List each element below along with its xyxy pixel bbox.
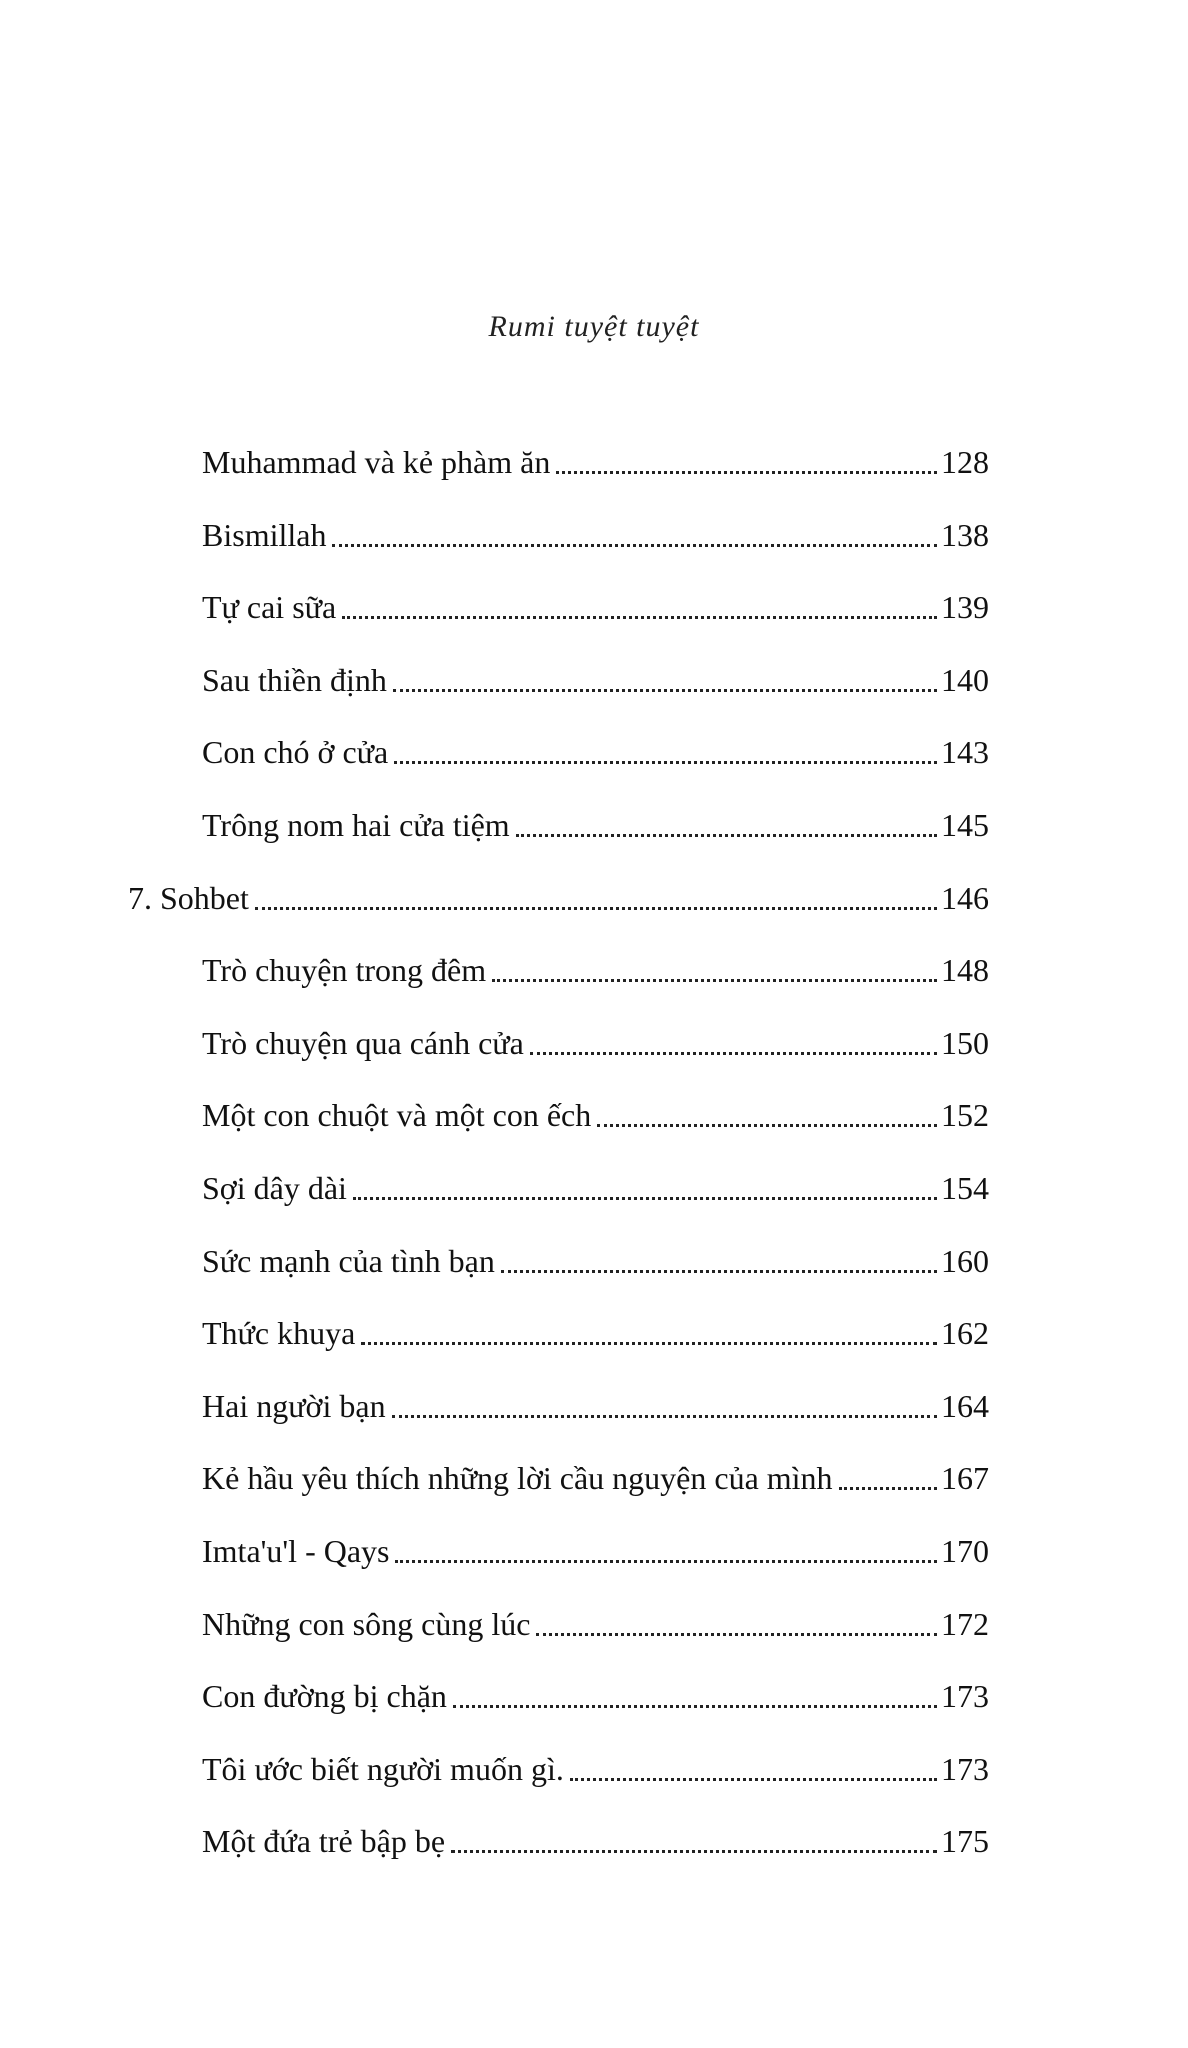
toc-entry-title: Sức mạnh của tình bạn [202,1242,495,1279]
toc-entry-page-number: 175 [941,1823,989,1860]
toc-chapter-entry [128,868,989,918]
dot-leader [361,1342,937,1345]
toc-entry [202,432,989,482]
toc-entry-page-number: 128 [941,444,989,480]
toc-entry-page-number: 139 [941,589,989,626]
toc-entry-title: Trông nom hai cửa tiệm [202,807,510,843]
toc-entry-title: Tôi ước biết người muốn gì. [202,1750,564,1787]
toc-entry [202,1303,989,1353]
dot-leader [451,1850,937,1853]
toc-entry-page-number: 152 [941,1097,989,1134]
dot-leader [556,471,937,474]
toc-entry [202,650,989,700]
toc-entry [202,1594,989,1644]
toc-entry [202,1013,989,1063]
toc-entry-page-number: 148 [941,952,989,989]
toc-entry [202,1376,989,1426]
toc-entry-page-number: 138 [941,516,989,553]
dot-leader [393,689,937,692]
toc-entry-title: Một con chuột và một con ếch [202,1097,592,1134]
toc-entry-title: Muhammad và kẻ phàm ăn [202,444,551,480]
toc-entry-page-number: 162 [941,1315,989,1352]
toc-entry [202,1666,989,1716]
toc-entry-page-number: 154 [941,1170,989,1206]
toc-entry-page-number: 150 [941,1024,989,1061]
dot-leader [501,1270,937,1273]
toc-entry [202,1085,989,1135]
toc-entry-title: Trò chuyện qua cánh cửa [202,1024,524,1061]
running-header: Rumi tuyệt tuyệt [488,310,700,343]
toc-entry-page-number: 173 [941,1678,989,1715]
toc-entry-title: Hai người bạn [202,1387,386,1424]
toc-entry-title: Con chó ở cửa [202,734,389,771]
toc-entry [202,940,989,990]
toc-entry-page-number: 172 [941,1605,989,1642]
toc-entry-title: Một đứa trẻ bập bẹ [202,1823,446,1860]
toc-entry-title: Sợi dây dài [202,1170,347,1206]
toc-entry-page-number: 160 [941,1242,989,1279]
toc-entry [202,1739,989,1789]
dot-leader [395,1560,937,1563]
toc-entry-title: Kẻ hầu yêu thích những lời cầu nguyện của mình [202,1460,833,1497]
toc-entry-title: Tự cai sữa [202,589,337,626]
toc-entry [202,795,989,845]
toc-entry-title: Con đường bị chặn [202,1678,447,1715]
toc-entry [202,1521,989,1571]
dot-leader [394,761,937,764]
dot-leader [839,1487,937,1490]
toc-entry-page-number: 140 [941,661,989,698]
dot-leader [536,1633,937,1636]
toc-entry [202,722,989,772]
toc-entry-title: 7. Sohbet [128,879,249,916]
dot-leader [342,616,937,619]
toc-entry [202,1448,989,1498]
dot-leader [492,979,937,982]
dot-leader [353,1197,937,1200]
toc-entry-page-number: 170 [941,1533,989,1569]
toc-entry [202,1231,989,1281]
dot-leader [392,1415,937,1418]
dot-leader [255,907,937,910]
dot-leader [530,1052,937,1055]
toc-entry-title: Trò chuyện trong đêm [202,952,487,989]
dot-leader [516,834,937,837]
dot-leader [570,1778,937,1781]
toc-entry [202,1158,989,1208]
toc-entry-title: Sau thiền định [202,661,387,698]
toc-entry-page-number: 143 [941,734,989,771]
toc-entry-page-number: 145 [941,807,989,843]
dot-leader [332,544,937,547]
toc-entry-page-number: 146 [941,879,989,916]
dot-leader [597,1124,937,1127]
toc-entry-page-number: 164 [941,1387,989,1424]
toc-entry [202,505,989,555]
toc-entry-title: Bismillah [202,516,327,553]
toc-entry-title: Imta'u'l - Qays [202,1533,390,1569]
toc-entry-page-number: 173 [941,1750,989,1787]
toc-entry-page-number: 167 [941,1460,989,1497]
toc-entry [202,577,989,627]
toc-entry-title: Những con sông cùng lúc [202,1605,531,1642]
toc-entry [202,1811,989,1861]
dot-leader [453,1705,937,1708]
toc-entry-title: Thức khuya [202,1315,356,1352]
